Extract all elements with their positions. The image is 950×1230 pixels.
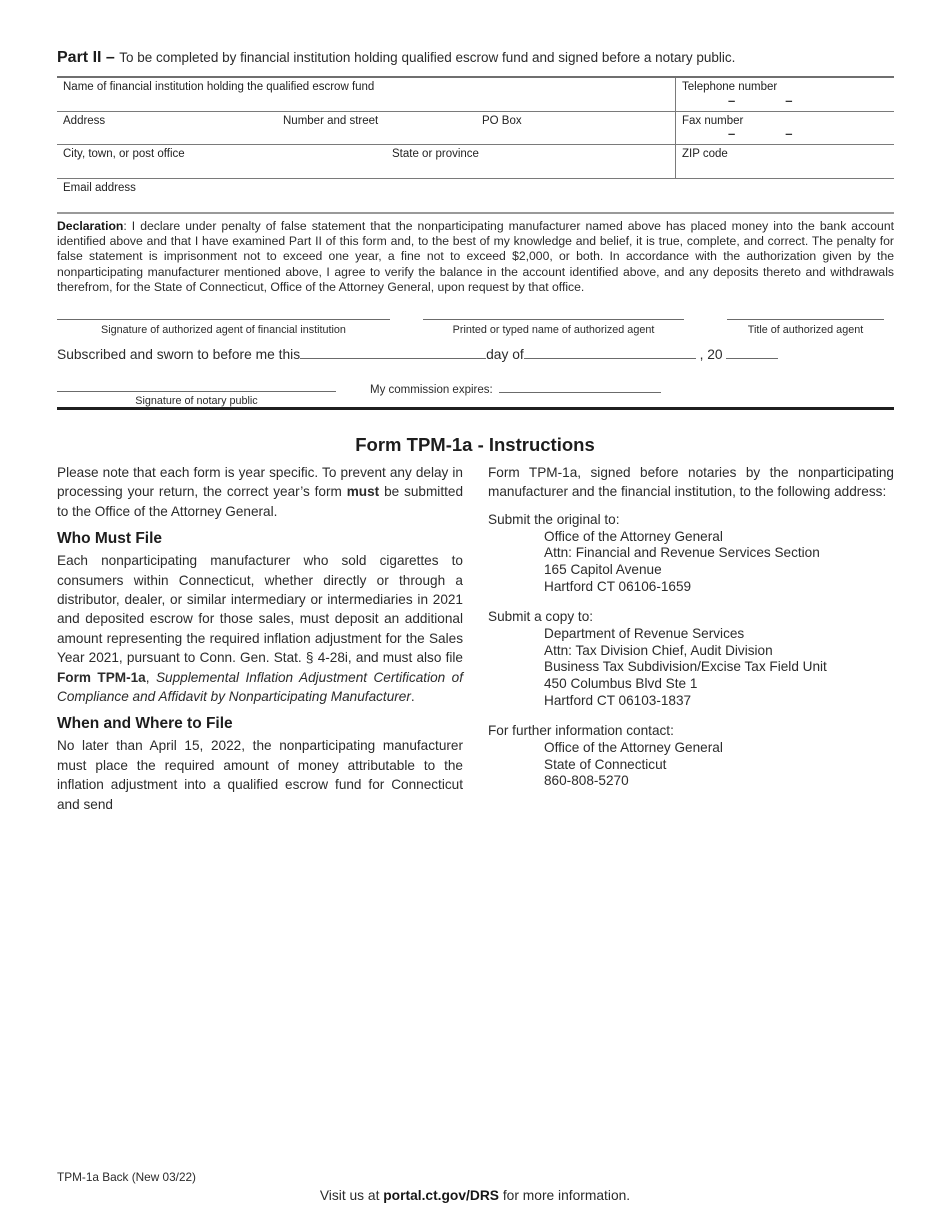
who-text-1: Each nonparticipating manufacturer who sold cigarettes to consumers within Connecticut, whether directly or through a distributor, dealer, or similar intermediary or intermediaries in 2021 and deposited escrow for those sales, must deposit an additional amount representing the required inflation adjustment for the Sales Year 2021, pursuant to Conn. Gen. Stat. § 4-28i, and must also file [57,553,463,666]
sworn-year-line[interactable] [726,345,778,359]
who-text-3: . [410,689,415,705]
email-label: Email address [63,182,136,194]
part2-heading [57,49,894,67]
institution-name-label: Name of financial institution holding the qualified escrow fund [63,81,375,93]
sworn-text: Subscribed and sworn to before me this [57,347,301,362]
telephone-label: Telephone number [682,81,778,93]
visit-us-line [0,1188,950,1203]
instructions-title: Form TPM-1a - Instructions [355,434,595,455]
declaration-text: : I declare under penalty of false statement that the nonparticipating manufacturer named above has placed money into the bank account identified above and that I have examined Part II of this form and, to the best of my knowledge and belief, it is true, complete, and correct. The penalty for false statement is imprisonment not to exceed one year, a fine not to exceed $2,000, or both. In accordance with the authorization given by the nonparticipating manufacturer mentioned above, I agree to verify the balance in the account identified above, and any deposits thereto and withdrawals therefrom, for the State of Connecticut, Office of the Attorney General, upon request by that office. [57,219,894,294]
address-label: Address [63,115,106,127]
zip-label: ZIP code [682,148,728,160]
agent-printed-name-line[interactable] [423,300,684,320]
part2-description: To be completed by financial institution holding qualified escrow fund and signed before a notary public. [119,50,736,65]
fax-label: Fax number [682,115,744,127]
intro-paragraph [57,463,463,521]
visit-suffix: for more information. [499,1188,631,1203]
telephone-field[interactable] [675,78,894,112]
commission-expires-label: My commission expires: [370,384,493,396]
city-label: City, town, or post office [63,148,185,160]
notary-signature-line[interactable] [57,372,336,392]
street-label: Number and street [283,115,379,127]
pobox-label: PO Box [482,115,522,127]
commission-expires-line[interactable] [499,382,661,393]
year-text: , 20 [699,347,723,362]
form-version-text: TPM-1a Back (New 03/22) [57,1170,196,1184]
further-info-address [488,740,894,790]
sworn-month-line[interactable] [524,345,696,359]
sworn-date-line[interactable] [300,345,486,359]
submit-copy-block [488,608,894,709]
further-info-block [488,722,894,790]
address-line: Office of the Attorney General [544,740,723,756]
address-line: Attn: Financial and Revenue Services Section [544,545,820,561]
instructions-columns [57,463,894,816]
further-info-label: For further information contact: [488,723,674,739]
dash: – [785,93,793,108]
submit-original-label: Submit the original to: [488,511,620,527]
part2-label: Part II – [57,49,115,66]
address-field[interactable] [57,112,675,145]
fax-field[interactable] [675,112,894,145]
agent-printed-name-label: Printed or typed name of authorized agent [452,324,655,336]
address-line: 165 Capitol Avenue [544,562,662,577]
fax-dashes [728,126,792,141]
intro-text-2: be submitted to the Office of the Attorney General. [57,484,463,519]
who-must-file-heading: Who Must File [57,530,163,548]
email-field[interactable] [57,179,894,212]
who-italic-title: Supplemental Inflation Adjustment Certification of Compliance and Affidavit by Nonparticipating Manufacturer [57,669,463,705]
address-line: Hartford CT 06103-1837 [544,692,692,708]
address-line: 450 Columbus Blvd Ste 1 [544,675,698,691]
dash: – [785,126,793,141]
escrow-institution-table [57,76,894,214]
dash: – [728,126,736,141]
instructions-left-column [57,463,463,816]
declaration-label: Declaration [57,219,124,233]
telephone-dashes [728,93,792,108]
submit-original-address [488,529,894,595]
state-label: State or province [392,148,479,160]
visit-prefix: Visit us at [319,1188,384,1203]
intro-text-1: Please note that each form is year specific. To prevent any delay in processing your return, the correct year’s form [57,465,463,500]
section-divider-rule [57,407,894,410]
address-line: Hartford CT 06106-1659 [544,578,692,594]
submit-copy-label: Submit a copy to: [488,609,594,625]
phone-number-line: 860-808-5270 [544,773,629,789]
agent-signature-line[interactable] [57,300,390,320]
day-of-text: day of [486,347,524,362]
address-line: Business Tax Subdivision/Excise Tax Field Unit [544,659,827,675]
when-where-paragraph: No later than April 15, 2022, the nonparticipating manufacturer must place the required amount of money attributable to the inflation adjustment into a qualified escrow fund for Connecticut and send [57,738,463,812]
address-line: Department of Revenue Services [544,626,745,642]
submit-copy-address [488,626,894,709]
when-where-heading: When and Where to File [57,715,233,733]
commission-expires-row [370,382,661,396]
address-line: Attn: Tax Division Chief, Audit Division [544,642,773,658]
agent-title-line[interactable] [727,300,884,320]
institution-name-field[interactable] [57,78,675,112]
agent-signature-label: Signature of authorized agent of financial institution [101,324,346,336]
zip-field[interactable] [675,145,894,179]
sworn-statement [57,345,778,362]
portal-link[interactable]: portal.ct.gov/DRS [383,1188,500,1203]
intro-bold-must: must [346,484,380,500]
address-line: State of Connecticut [544,756,667,772]
dash: – [728,93,736,108]
instructions-right-column [488,463,894,816]
notary-signature-label: Signature of notary public [135,395,258,407]
who-must-file-paragraph [57,551,463,706]
address-line: Office of the Attorney General [544,528,723,544]
who-text-2: , [145,669,156,685]
who-bold-form: Form TPM-1a [57,669,146,685]
city-field[interactable] [57,145,675,179]
declaration-paragraph [57,219,894,295]
submit-original-block [488,511,894,595]
agent-title-label: Title of authorized agent [747,324,864,336]
right-intro-paragraph: Form TPM-1a, signed before notaries by the nonparticipating manufacturer and the financial institution, to the following address: [488,465,894,500]
